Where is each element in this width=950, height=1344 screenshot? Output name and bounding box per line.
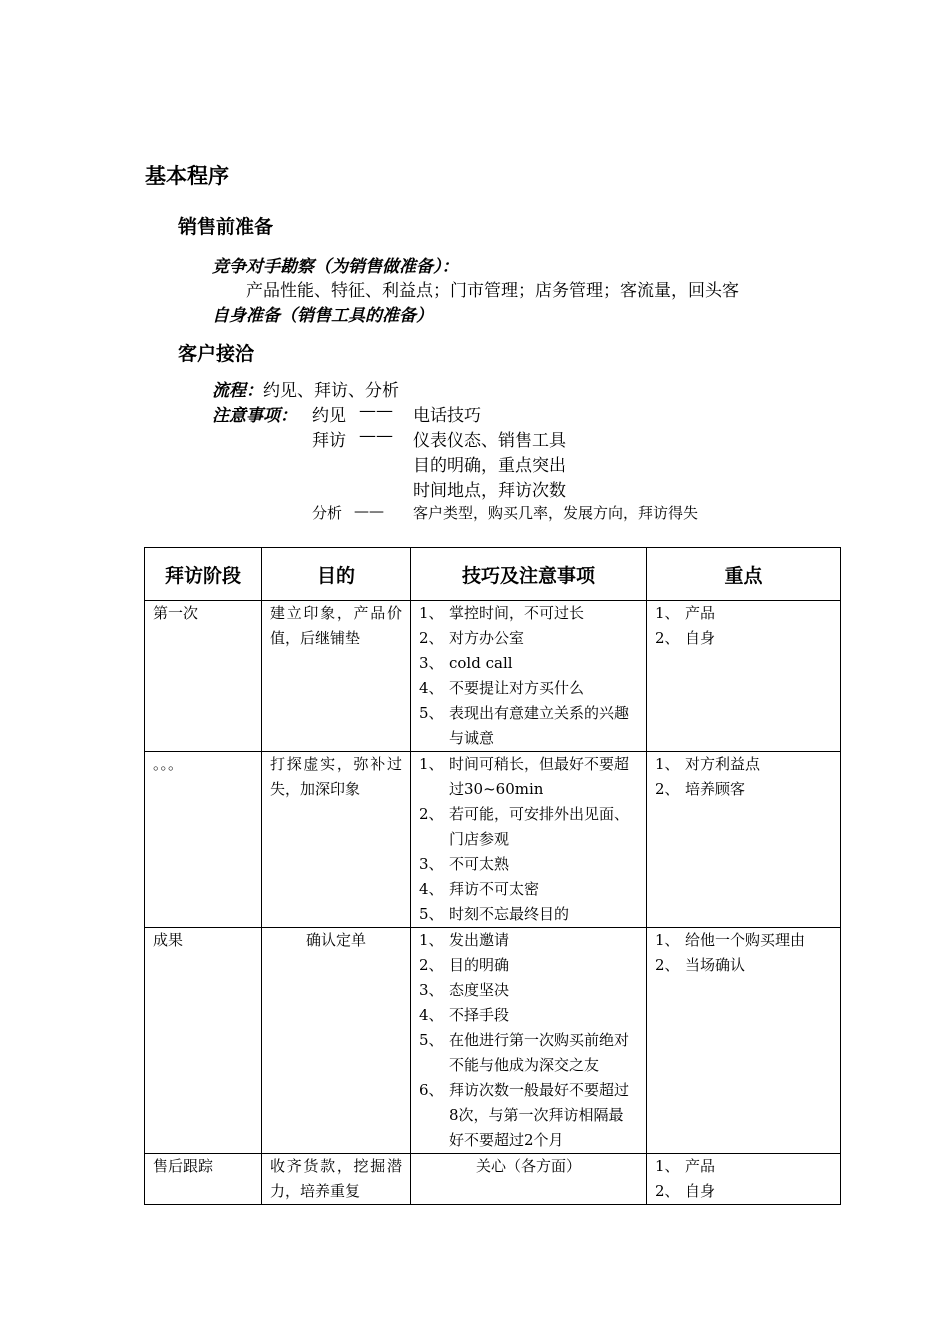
table-row bbox=[145, 752, 841, 928]
list-item: 1、 对方利益点 bbox=[655, 755, 761, 773]
note-term: 拜访 bbox=[312, 431, 346, 451]
flow-label: 流程： bbox=[212, 381, 263, 401]
prep-heading: 销售前准备 bbox=[178, 216, 274, 238]
tips-cell bbox=[411, 752, 647, 928]
list-item: 3、 不可太熟 bbox=[419, 855, 510, 873]
note-detail: 电话技巧 bbox=[413, 406, 481, 426]
focus-cell bbox=[647, 1154, 841, 1205]
stage-cell: 售后跟踪 bbox=[145, 1154, 262, 1205]
flow-text: 约见、拜访、分析 bbox=[263, 381, 399, 401]
notes-label: 注意事项： bbox=[212, 406, 297, 426]
note-dash: —— bbox=[359, 401, 393, 421]
tips-cell: 关心（各方面） bbox=[411, 1154, 647, 1205]
purpose-cell: 打探虚实，弥补过失，加深印象 bbox=[262, 752, 411, 928]
note-term: 分析 bbox=[312, 504, 343, 522]
list-item: 4、 拜访不可太密 bbox=[419, 880, 540, 898]
note-detail: 目的明确，重点突出 bbox=[413, 456, 566, 476]
list-item: 2、 自身 bbox=[655, 629, 716, 647]
stage-cell: 成果 bbox=[145, 928, 262, 1154]
list-item: 2、 目的明确 bbox=[419, 956, 510, 974]
list-item: 2、 若可能，可安排外出见面、门店参观 bbox=[419, 805, 630, 848]
flow-line bbox=[212, 376, 399, 401]
visit-stages-table bbox=[144, 547, 841, 1205]
competitor-items: 产品性能、特征、利益点；门市管理；店务管理；客流量，回头客 bbox=[246, 281, 739, 301]
header-stage: 拜访阶段 bbox=[145, 548, 262, 601]
table-row bbox=[145, 601, 841, 752]
focus-cell bbox=[647, 928, 841, 1154]
self-prep-heading: 自身准备（销售工具的准备） bbox=[212, 306, 433, 326]
header-focus: 重点 bbox=[647, 548, 841, 601]
list-item: 5、 在他进行第一次购买前绝对不能与他成为深交之友 bbox=[419, 1031, 630, 1074]
page-title: 基本程序 bbox=[145, 164, 229, 188]
purpose-cell: 建立印象，产品价值，后继铺垫 bbox=[262, 601, 411, 752]
note-dash: —— bbox=[359, 426, 393, 446]
list-item: 1、 掌控时间，不可过长 bbox=[419, 604, 585, 622]
focus-cell bbox=[647, 752, 841, 928]
list-item: 5、 时刻不忘最终目的 bbox=[419, 905, 570, 923]
table-row bbox=[145, 928, 841, 1154]
purpose-cell: 确认定单 bbox=[262, 928, 411, 1154]
focus-cell bbox=[647, 601, 841, 752]
tips-cell bbox=[411, 928, 647, 1154]
note-detail: 时间地点，拜访次数 bbox=[413, 481, 566, 501]
list-item: 3、 态度坚决 bbox=[419, 981, 510, 999]
note-dash: —— bbox=[354, 502, 384, 520]
purpose-cell: 收齐货款，挖掘潜力，培养重复 bbox=[262, 1154, 411, 1205]
list-item: 5、 表现出有意建立关系的兴趣与诚意 bbox=[419, 704, 630, 747]
list-item: 2、 当场确认 bbox=[655, 956, 746, 974]
list-item: 4、 不择手段 bbox=[419, 1006, 510, 1024]
stage-cell: 。。。 bbox=[145, 752, 262, 928]
tips-cell bbox=[411, 601, 647, 752]
list-item: 1、 产品 bbox=[655, 604, 716, 622]
list-item: 1、 产品 bbox=[655, 1157, 716, 1175]
note-detail: 仪表仪态、销售工具 bbox=[413, 431, 566, 451]
list-item: 6、 拜访次数一般最好不要超过8次，与第一次拜访相隔最好不要超过2个月 bbox=[419, 1081, 630, 1149]
note-term: 约见 bbox=[312, 406, 346, 426]
note-detail: 客户类型，购买几率，发展方向，拜访得失 bbox=[413, 504, 699, 522]
list-item: 2、 对方办公室 bbox=[419, 629, 525, 647]
list-item: 3、 cold call bbox=[419, 654, 513, 672]
table-row bbox=[145, 1154, 841, 1205]
table-header-row bbox=[145, 548, 841, 601]
stage-cell: 第一次 bbox=[145, 601, 262, 752]
list-item: 2、 自身 bbox=[655, 1182, 716, 1200]
contact-heading: 客户接洽 bbox=[178, 343, 255, 365]
list-item: 2、 培养顾客 bbox=[655, 780, 746, 798]
competitor-heading: 竞争对手勘察（为销售做准备）： bbox=[212, 257, 459, 277]
list-item: 1、 发出邀请 bbox=[419, 931, 510, 949]
list-item: 4、 不要提让对方买什么 bbox=[419, 679, 585, 697]
header-purpose: 目的 bbox=[262, 548, 411, 601]
header-tips: 技巧及注意事项 bbox=[411, 548, 647, 601]
list-item: 1、 给他一个购买理由 bbox=[655, 931, 806, 949]
list-item: 1、 时间可稍长，但最好不要超过30~60min bbox=[419, 755, 630, 798]
